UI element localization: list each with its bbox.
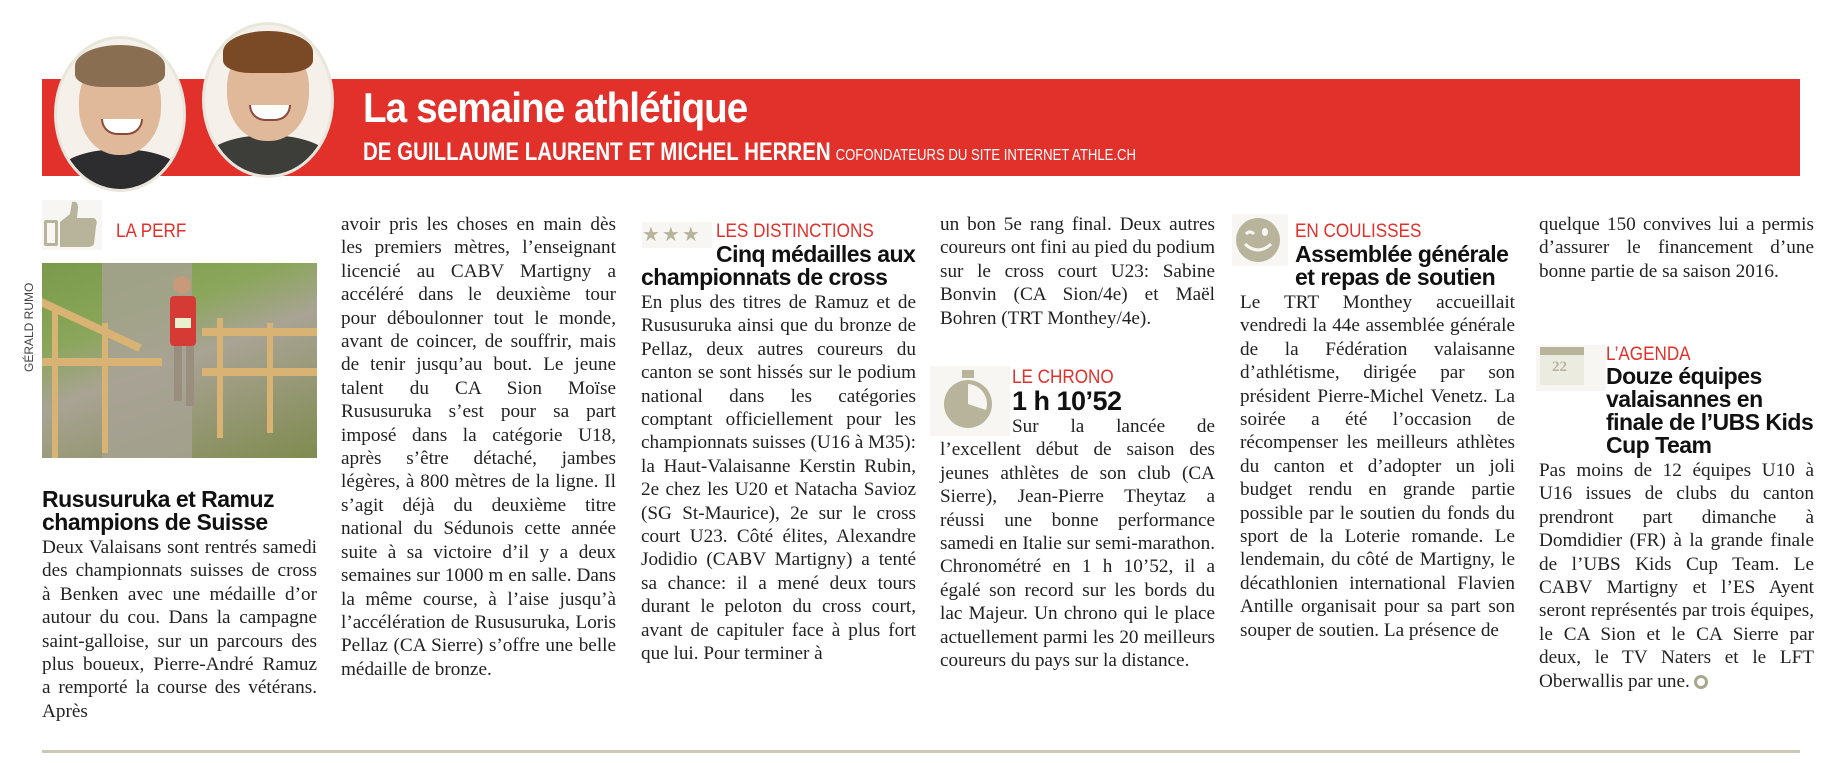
calendar-day: 22 (1552, 359, 1567, 375)
article-coulisses-continued (1539, 213, 1814, 283)
author-portrait-michel-herren (202, 22, 334, 178)
article-body: Le TRT Monthey accueillait vendredi la 44e assemblée générale de la Fédération valaisanne d’athlétisme, dirigée par son président Pierre-Michel Venetz. La soirée a été l’occasion de récompenser les meilleurs athlètes du canton et d’adopter un joli budget rendu en grande partie possible par le soutien du fonds du sport de la Loterie romande. Le lendemain, du côté de Martigny, le décathlonien international Flavien Antille organisait pour sa part son souper de soutien. La présence de (1240, 292, 1515, 641)
thumbs-up-icon (42, 200, 102, 250)
article-distinctions (641, 243, 916, 666)
rubric-chrono: LE CHRONO (1012, 367, 1114, 388)
rubric-agenda: L’AGENDA (1606, 344, 1691, 365)
rubric-la-perf: LA PERF (116, 221, 187, 242)
byline (363, 138, 1136, 167)
article-body: un bon 5e rang final. Deux autres coureurs ont fini au pied du podium sur le cross court U23: Sabine Bonvin (CA Sion/4e) et Maël Bohren (TRT Monthey/4e). (940, 214, 1215, 329)
article-body: avoir pris les choses en main dès les premiers mètres, l’enseignant licencié au CABV Martigny a accéléré dans le deuxième tour pour déboulonner tout le monde, avant de coincer, de souffrir, mais de tenir jusqu’au bout. Le jeune talent du CA Sion Moïse Rususuruka s’est pour sa part imposé dans la catégorie U18, après s’être détaché, jambes légères, à 800 mètres de la ligne. Il s’agit déjà du deuxième titre national du Sédunois cette année suite à sa victoire d’il y a deux semaines sur 1000 m en salle. Dans la même course, à l’aise jusqu’à l’accélération de Rususuruka, Loris Pellaz (CA Sierre) s’offre une belle médaille de bronze. (341, 214, 616, 680)
article-body: Pas moins de 12 équipes U10 à U16 issues de clubs du canton prendront part dimanche à Domdidier (FR) à la grande finale de l’UBS Kids Cup Team. Le CABV Martigny et l’ES Ayent seront représentés par trois équipes, le CA Sion et le CA Sierre par deux, le TV Naters et le LFT Oberwallis par une. (1539, 460, 1814, 692)
headline-chrono: 1 h 10’52 (1012, 386, 1122, 416)
bottom-rule (42, 750, 1800, 753)
headline-agenda: Douze équipes valaisannes en finale de l’UBS Kids Cup Team (1606, 363, 1814, 458)
rubric-coulisses: EN COULISSES (1295, 221, 1422, 242)
article-coulisses (1240, 243, 1515, 642)
author-names: DE GUILLAUME LAURENT ET MICHEL HERREN (363, 138, 831, 166)
author-role: COFONDATEURS DU SITE INTERNET ATHLE.CH (835, 147, 1136, 164)
end-of-article-icon (1694, 675, 1708, 689)
article-body: En plus des titres de Ramuz et de Rususuruka ainsi que du bronze de Pellaz, deux autres coureurs du canton se sont hissés sur le podium national dans les catégories comptant officiellement pour les championnats suisses (U16 à M35): la Haut-Valaisanne Kerstin Rubin, 2e chez les U20 et Natacha Savioz (SG St-Maurice), 2e sur le cross court U23. Côté élites, Alexandre Jodidio (CABV Martigny) a tenté sa chance: il a mené deux tours durant le peloton du cross court, avant de capituler face à plus fort que lui. Pour terminer à (641, 292, 916, 665)
article-chrono (940, 415, 1215, 672)
article-distinctions-continued (940, 213, 1215, 330)
article-body: Deux Valaisans sont rentrés samedi des championnats suisses de cross à Benken avec une médaille d’or autour du cou. Dans la campagne saint-galloise, sur un parcours des plus boueux, Pierre-André Ramuz a remporté la course des vétérans. Après (42, 537, 317, 722)
rubric-distinctions: LES DISTINCTIONS (716, 221, 874, 242)
photo-credit: GÉRALD RUMO (22, 282, 36, 372)
article-la-perf-continued (341, 213, 616, 681)
page-title: La semaine athlétique (363, 84, 748, 131)
article-agenda (1539, 365, 1814, 693)
article-body: Sur la lancée de l’excellent début de saison des jeunes athlètes de son club (CA Sierre), Jean-Pierre Theytaz a réussi une bonne performance samedi en Italie sur semi-marathon. Chronométré en 1 h 10’52, il a égalé son record sur les bords du lac Majeur. Un chrono qui le place actuellement parmi les 20 meilleurs coureurs du pays sur la distance. (940, 416, 1215, 672)
headline-la-perf: Rususuruka et Ramuz champions de Suisse (42, 486, 275, 535)
race-photo (42, 263, 317, 458)
author-portrait-guillaume-laurent (54, 36, 186, 192)
article-body: quelque 150 convives lui a permis d’assurer le financement d’une bonne partie de sa saison 2016. (1539, 214, 1814, 282)
headline-coulisses: Assemblée générale et repas de soutien (1295, 241, 1509, 290)
three-stars-icon: ★★★ (642, 222, 712, 248)
article-la-perf (42, 488, 317, 723)
headline-distinctions: Cinq médailles aux championnats de cross (641, 241, 916, 290)
